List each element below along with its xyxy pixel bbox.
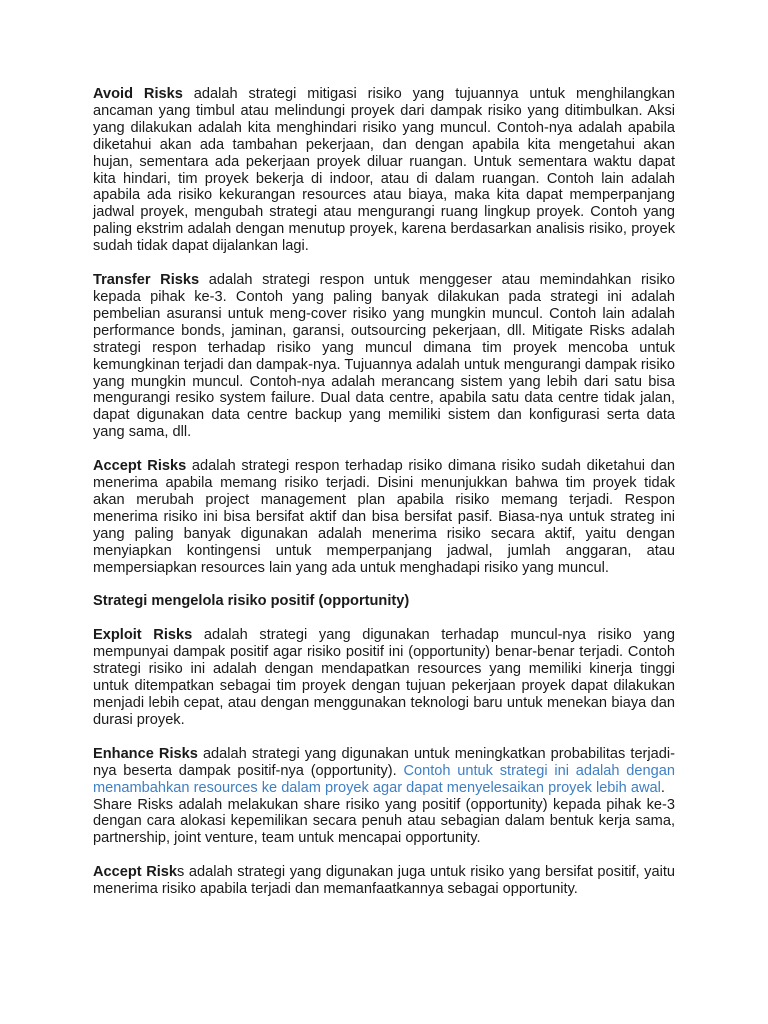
- enhance-risks-text: adalah strategi yang digunakan untuk meningkatkan probabilitas terjadi-nya beserta dampak positif-nya (opportunity).: [93, 745, 675, 779]
- exploit-risks-text: adalah strategi yang digunakan terhadap muncul-nya risiko yang mempunyai dampak positif agar risiko positif ini (opportunity) benar-benar terjadi. Contoh strategi risiko ini adalah dengan mendapatkan resources yang memiliki kinerja tinggi untuk ditempatkan sebagai tim proyek dengan tujuan pekerjaan proyek dapat dilakukan menjadi lebih cepat, atau dengan menggunakan teknologi baru untuk menekan biaya dan durasi proyek.: [93, 627, 675, 728]
- term-exploit-risks: Exploit Risks: [93, 627, 193, 644]
- enhance-link-period: .: [660, 779, 665, 796]
- term-transfer-risks: Transfer Risks: [93, 272, 200, 289]
- paragraph-transfer-risks: [93, 272, 675, 441]
- share-risks-text: Share Risks adalah melakukan share risiko yang positif (opportunity) kepada pihak ke-3 dengan cara alokasi kepemilikan secara penuh atau sebagian dalam bentuk kerja sama, partnership, joint venture, team untuk mencapai opportunity.: [93, 796, 675, 847]
- term-enhance-risks: Enhance Risks: [93, 745, 198, 762]
- section-heading-positive-risk: Strategi mengelola risiko positif (opportunity): [93, 593, 410, 610]
- accept-risks-text: adalah strategi respon terhadap risiko dimana risiko sudah diketahui dan menerima apabila memang risiko terjadi. Disini menunjukkan bahwa tim proyek tidak akan merubah project management plan apabila risiko memang terjadi. Respon menerima risiko ini bisa bersifat aktif dan bisa bersifat pasif. Biasa-nya untuk strateg ini yang paling banyak digunakan adalah menerima risiko secara aktif, yaitu dengan menyiapkan kontingensi untuk memperpanjang jadwal, jumlah anggaran, atau mempersiapkan resources lain yang ada untuk menghadapi risiko yang muncul.: [93, 458, 675, 576]
- term-accept-risks: Accept Risks: [93, 458, 187, 475]
- avoid-risks-text: adalah strategi mitigasi risiko yang tujuannya untuk menghilangkan ancaman yang timbul atau melindungi proyek dari dampak risiko yang ditimbulkan. Aksi yang dilakukan adalah kita menghindari risiko yang muncul. Contoh-nya adalah apabila diketahui akan ada tambahan pekerjaan, dan dengan apabila kita mengetahui akan hujan, sementara ada pekerjaan proyek diluar ruangan. Untuk sementara waktu dapat kita hindari, tim proyek bekerja di indoor, atau di dalam ruangan. Contoh lain adalah apabila ada risiko kekurangan resources atau biaya, maka kita dapat memperpanjang jadwal proyek, mengubah strategi atau mengurangi ruang lingkup proyek. Contoh yang paling ekstrim adalah dengan menutup proyek, karena berdasarkan analisis risiko, proyek sudah tidak dapat dijalankan lagi.: [93, 86, 675, 255]
- paragraph-enhance-risks: [93, 746, 675, 847]
- enhance-example-link[interactable]: Contoh untuk strategi ini adalah dengan menambahkan resources ke dalam proyek agar dapat menyelesaikan proyek lebih awal: [93, 762, 675, 796]
- paragraph-exploit-risks: [93, 627, 675, 728]
- document-page: [93, 86, 675, 915]
- paragraph-accept-positive-risks: [93, 864, 675, 898]
- paragraph-accept-risks: [93, 458, 675, 576]
- term-avoid-risks: Avoid Risks: [93, 86, 183, 102]
- transfer-risks-text: adalah strategi respon untuk menggeser atau memindahkan risiko kepada pihak ke-3. Contoh yang paling banyak dilakukan pada strategi ini adalah pembelian asuransi untuk meng-cover risiko yang mungkin muncul. Contoh lain adalah performance bonds, jaminan, garansi, outsourcing pekerjaan, dll. Mitigate Risks adalah strategi respon terhadap risiko yang muncul dimana tim proyek mencoba untuk kemungkinan terjadi dan dampak-nya. Tujuannya adalah untuk mengurangi dampak risiko yang mungkin muncul. Contoh-nya adalah merancang sistem yang lebih dari satu bisa mengurangi resiko system failure. Dual data centre, apabila satu data centre tidak jalan, dapat digunakan data centre backup yang memiliki sistem dan konfigurasi serta data yang sama, dll.: [93, 272, 675, 441]
- paragraph-avoid-risks: [93, 86, 675, 255]
- accept-positive-risks-text: s adalah strategi yang digunakan juga untuk risiko yang bersifat positif, yaitu menerima risiko apabila terjadi dan memanfaatkannya sebagai opportunity.: [93, 864, 675, 898]
- term-accept-positive-risk: Accept Risk: [93, 864, 178, 881]
